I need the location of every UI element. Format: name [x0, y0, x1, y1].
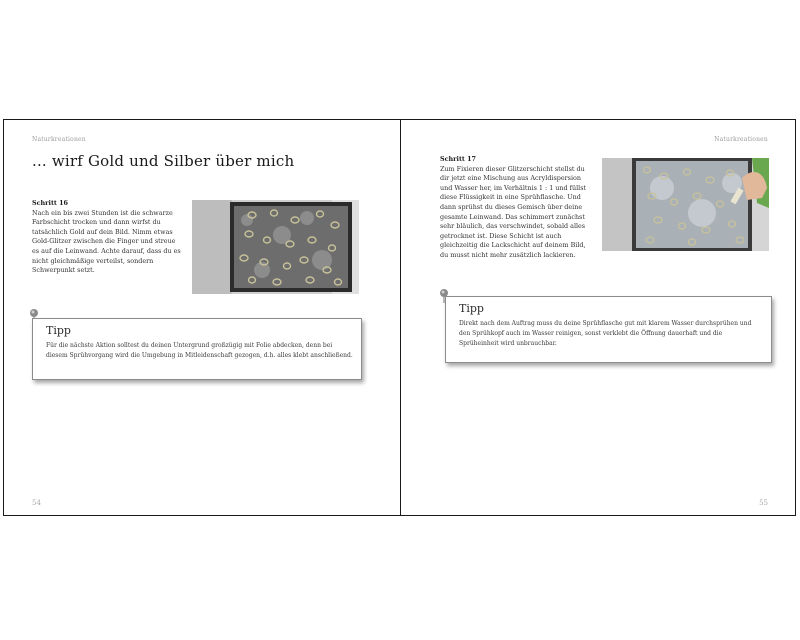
photo-spraying-canvas — [602, 158, 769, 251]
right-page — [401, 120, 796, 515]
step-text: Nach ein bis zwei Stunden ist die schwarze Farbschicht trocken und dann wirfst du tatsächlich Gold auf dein Bild. Nimm etwas Gold-Glitzer zwischen die Finger und streue es auf die Leinwand. Achte darauf, dass du es nicht gleichmäßige verteilst, sondern Schwerpunkt setzt. — [32, 208, 181, 275]
step-heading: Schritt 16 — [32, 199, 68, 207]
running-head: Naturkreationen — [714, 136, 768, 143]
tip-box — [32, 318, 362, 380]
tip-box — [445, 296, 772, 363]
tip-text: Direkt nach dem Auftrag muss du deine Sprühflasche gut mit klarem Wasser durchsprühen und den Sprühkopf auch im Wasser reinigen, sonst verklebt die Öffnung dauerhaft und die Sprüheinheit wird unbrauchbar. — [459, 320, 752, 347]
page-number: 54 — [32, 499, 41, 507]
photo-glitter-canvas — [192, 200, 359, 294]
step-text: Zum Fixieren dieser Glitzerschicht stellst du dir jetzt eine Mischung aus Acryldispersion und Wasser her, im Verhältnis 1 : 1 und füllst diese Flüssigkeit in eine Sprühflasche. Und dann sprühst du dieses Gemisch über deine gesamte Leinwand. Das schimmert zunächst sehr bläulich, das verschwindet, sobald alles getrocknet ist. Diese Schicht ist auch gleichzeitig die Lackschicht auf deinem Bild, du musst nicht mehr zusätzlich lackieren. — [440, 164, 587, 259]
book-spread — [3, 119, 796, 516]
step-17 — [440, 155, 595, 261]
step-heading: Schritt 17 — [440, 155, 476, 163]
left-page — [4, 120, 400, 515]
page-title: ... wirf Gold und Silber über mich — [32, 152, 295, 170]
photo-illustration — [602, 158, 769, 251]
photo-illustration — [192, 200, 359, 294]
tip-title: Tipp — [46, 324, 71, 337]
running-head: Naturkreationen — [32, 136, 86, 143]
page-number: 55 — [759, 499, 768, 507]
tip-title: Tipp — [459, 302, 484, 315]
tip-text: Für die nächste Aktion solltest du deinen Untergrund großzügig mit Folie abdecken, denn bei diesem Sprühvorgang wird die Umgebung in Mitleidenschaft gezogen, d.h. alles klebt anschließend. — [46, 342, 353, 359]
step-16 — [32, 199, 182, 276]
